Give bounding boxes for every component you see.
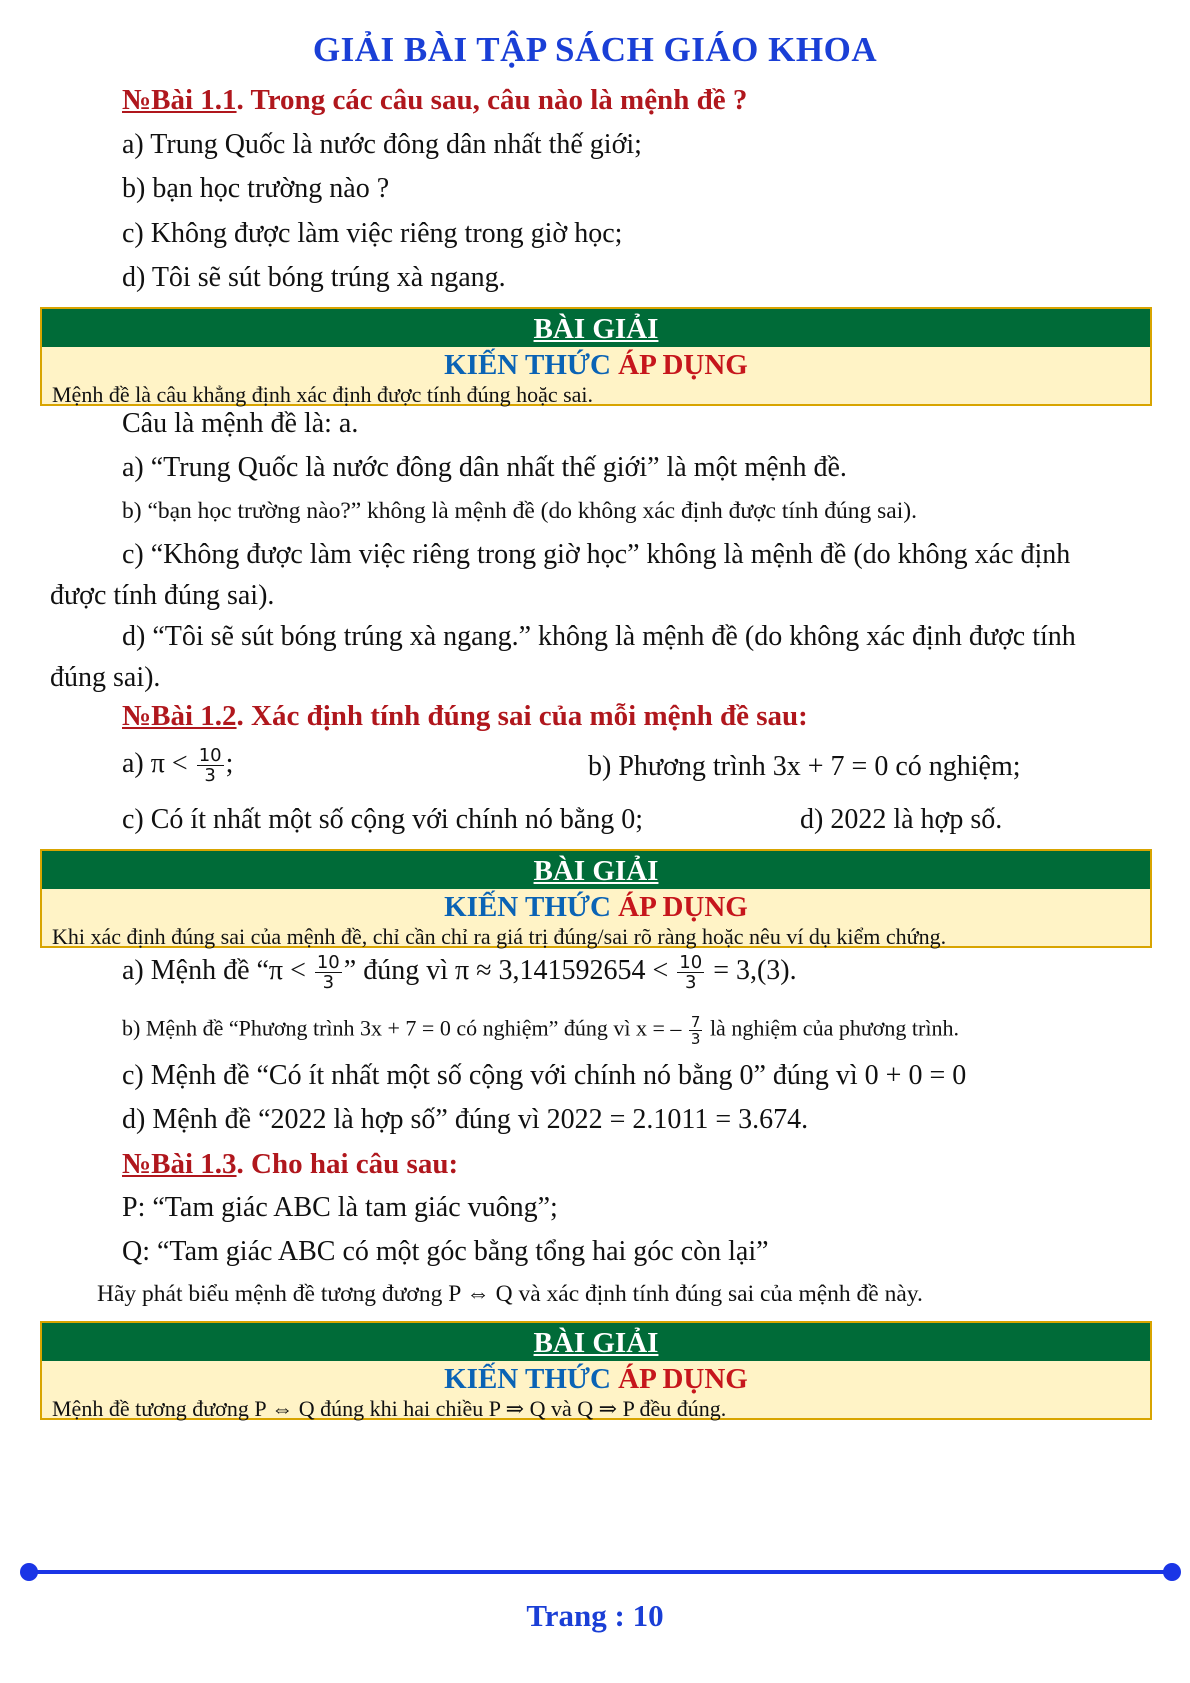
ex1-solution-c: c) “Không được làm việc riêng trong giờ học” không là mệnh đề (do không xác định được tính đúng sai). xyxy=(50,539,1071,611)
ex3-task: Hãy phát biểu mệnh đề tương đương P ⇔ Q và xác định tính đúng sai của mệnh đề này. xyxy=(97,1281,923,1307)
exercise-title: . Trong các câu sau, câu nào là mệnh đề ? xyxy=(236,84,748,116)
page-title: GIẢI BÀI TẬP SÁCH GIÁO KHOA xyxy=(312,30,878,69)
solution-header xyxy=(42,309,1150,347)
knowledge-heading xyxy=(42,889,1150,923)
exercise-number: №Bài 1.3 xyxy=(122,1148,237,1180)
knowledge-heading-part1: KIẾN THỨC xyxy=(444,1363,611,1395)
exercise-number: №Bài 1.2 xyxy=(122,700,237,732)
ex2-solution-a-part1: a) Mệnh đề “π < xyxy=(122,954,306,986)
ex2-solution-b-part2: là nghiệm của phương trình. xyxy=(709,1015,959,1041)
ex3-statement-q: Q: “Tam giác ABC có một góc bằng tổng hai góc còn lại” xyxy=(122,1236,769,1267)
footer-dot-left xyxy=(20,1563,38,1581)
ex2-option-a-end: ; xyxy=(225,747,234,779)
exercise-1-1-heading xyxy=(122,84,747,117)
knowledge-heading-part2: ÁP DỤNG xyxy=(618,891,748,923)
solution-header-label: BÀI GIẢI xyxy=(533,313,659,345)
ex1-option-c: c) Không được làm việc riêng trong giờ học; xyxy=(122,218,623,249)
fraction-10-3: $\frac{10}{3}$ xyxy=(679,952,703,993)
ex1-option-d: d) Tôi sẽ sút bóng trúng xà ngang. xyxy=(122,262,506,293)
fraction-7-3: $\frac{7}{3}$ xyxy=(690,1013,701,1048)
page-number: Trang : 10 xyxy=(526,1598,664,1633)
ex2-option-d: d) 2022 là hợp số. xyxy=(800,804,1003,835)
ex1-solution-intro: Câu là mệnh đề là: a. xyxy=(122,408,359,439)
ex2-solution-b-part1: b) Mệnh đề “Phương trình 3x + 7 = 0 có nghiệm” đúng vì x = – xyxy=(122,1015,682,1041)
ex2-solution-c: c) Mệnh đề “Có ít nhất một số cộng với chính nó bằng 0” đúng vì 0 + 0 = 0 xyxy=(122,1060,967,1091)
solution-box-3 xyxy=(40,1321,1152,1420)
footer-divider xyxy=(28,1570,1173,1574)
ex1-solution-d: d) “Tôi sẽ sút bóng trúng xà ngang.” không là mệnh đề (do không xác định được tính đúng sai). xyxy=(50,621,1076,693)
knowledge-heading-part1: KIẾN THỨC xyxy=(444,891,611,923)
knowledge-heading-part2: ÁP DỤNG xyxy=(618,349,748,381)
ex2-solution-a xyxy=(122,953,797,992)
ex1-solution-b: b) “bạn học trường nào?” không là mệnh đề (do không xác định được tính đúng sai). xyxy=(122,498,917,524)
ex2-solution-b xyxy=(122,1014,959,1047)
knowledge-heading-part1: KIẾN THỨC xyxy=(444,349,611,381)
ex2-solution-a-part2: ” đúng vì π ≈ 3,141592654 < xyxy=(343,954,669,986)
ex1-solution-a: a) “Trung Quốc là nước đông dân nhất thế giới” là một mệnh đề. xyxy=(122,452,847,483)
ex3-statement-p: P: “Tam giác ABC là tam giác vuông”; xyxy=(122,1192,558,1223)
ex2-option-a-text: a) π < xyxy=(122,747,188,779)
ex2-option-b: b) Phương trình 3x + 7 = 0 có nghiệm; xyxy=(588,751,1021,782)
knowledge-note: Khi xác định đúng sai của mệnh đề, chỉ cần chỉ ra giá trị đúng/sai rõ ràng hoặc nêu ví dụ kiểm chứng. xyxy=(52,924,947,949)
solution-box-2 xyxy=(40,849,1152,948)
ex1-option-a: a) Trung Quốc là nước đông dân nhất thế giới; xyxy=(122,129,642,160)
ex2-solution-a-part3: = 3,(3). xyxy=(713,954,797,986)
ex1-option-b: b) bạn học trường nào ? xyxy=(122,173,390,204)
footer-dot-right xyxy=(1163,1563,1181,1581)
exercise-title: . Cho hai câu sau: xyxy=(236,1148,459,1180)
knowledge-heading xyxy=(42,347,1150,381)
solution-box-1 xyxy=(40,307,1152,406)
solution-header-label: BÀI GIẢI xyxy=(533,1327,659,1359)
knowledge-note: Mệnh đề tương đương P ⇔ Q đúng khi hai chiều P ⇒ Q và Q ⇒ P đều đúng. xyxy=(52,1396,727,1421)
fraction-10-3: $\frac{10}{3}$ xyxy=(198,745,222,786)
ex2-solution-d: d) Mệnh đề “2022 là hợp số” đúng vì 2022 = 2.1011 = 3.674. xyxy=(122,1104,809,1135)
ex2-option-a xyxy=(122,746,233,785)
knowledge-heading xyxy=(42,1361,1150,1395)
fraction-10-3: $\frac{10}{3}$ xyxy=(316,952,340,993)
exercise-1-3-heading xyxy=(122,1148,458,1181)
solution-header xyxy=(42,1323,1150,1361)
solution-header xyxy=(42,851,1150,889)
ex2-option-c: c) Có ít nhất một số cộng với chính nó bằng 0; xyxy=(122,804,644,835)
exercise-1-2-heading xyxy=(122,700,808,733)
knowledge-heading-part2: ÁP DỤNG xyxy=(618,1363,748,1395)
knowledge-note: Mệnh đề là câu khẳng định xác định được tính đúng hoặc sai. xyxy=(52,382,594,407)
exercise-number: №Bài 1.1 xyxy=(122,84,237,116)
exercise-title: . Xác định tính đúng sai của mỗi mệnh đề sau: xyxy=(236,700,808,732)
solution-header-label: BÀI GIẢI xyxy=(533,855,659,887)
